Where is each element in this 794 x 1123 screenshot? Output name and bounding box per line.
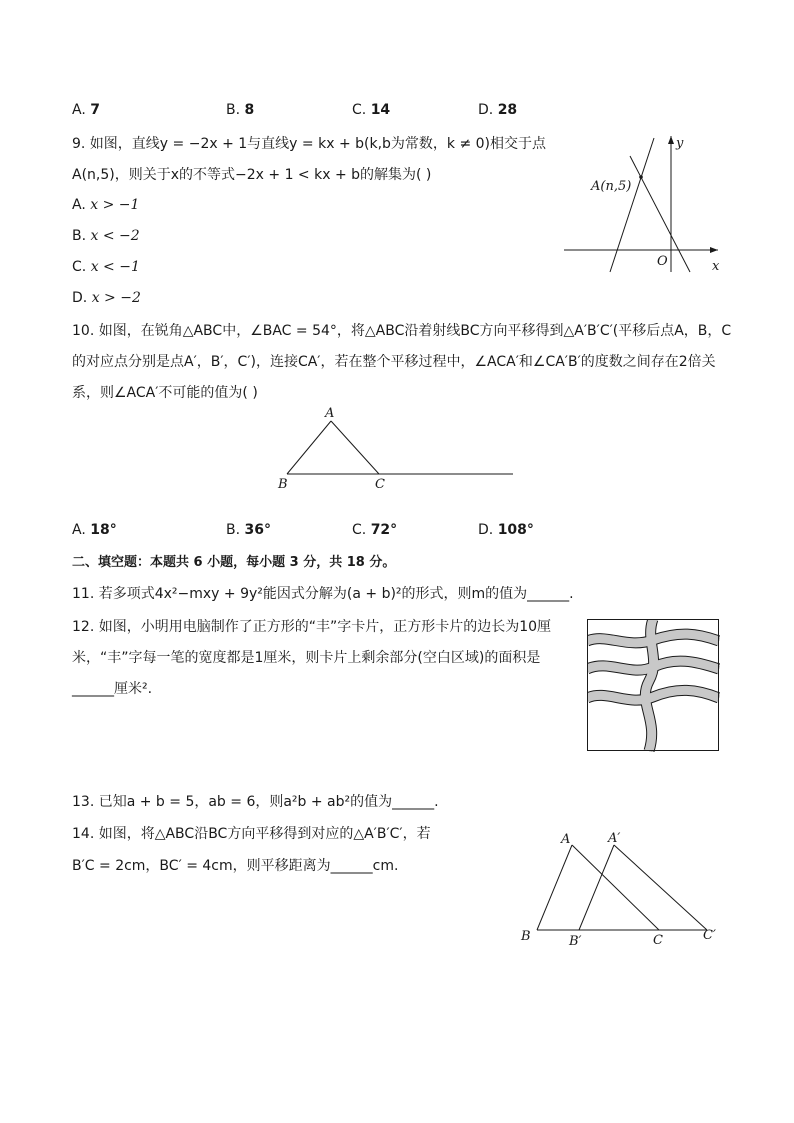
q10-option-a[interactable]: A. 18° xyxy=(72,522,117,538)
q12-question-line-3: ______厘米². xyxy=(72,681,153,697)
q9-figure xyxy=(558,132,728,277)
q10-figure xyxy=(270,402,520,494)
q14-question-line-2: B′C = 2cm，BC′ = 4cm，则平移距离为______cm. xyxy=(72,858,399,874)
vertex-b-label: B xyxy=(521,929,531,944)
point-a-label: A(n,5) xyxy=(591,179,632,194)
vertex-c-prime-label: C′ xyxy=(703,928,716,943)
side-a-prime-b-prime xyxy=(579,845,614,930)
q10-option-b[interactable]: B. 36° xyxy=(226,522,271,538)
vertex-c-label: C xyxy=(653,933,663,948)
q10-question-line-1: 10. 如图，在锐角△ABC中，∠BAC = 54°，将△ABC沿着射线BC方向平移得到△A′B′C′(平移后点A，B，C xyxy=(72,323,732,339)
side-ab xyxy=(537,845,572,930)
q8-option-d[interactable]: D. 28 xyxy=(478,102,518,118)
q9-question-line-1: 9. 如图，直线y = −2x + 1与直线y = kx + b(k,b为常数，k ≠ 0)相交于点 xyxy=(72,136,547,152)
q10-question-line-3: 系，则∠ACA′不可能的值为( ) xyxy=(72,385,258,401)
side-ab xyxy=(287,421,331,474)
q14-figure xyxy=(515,826,725,950)
y-axis-arrow xyxy=(668,136,674,144)
q13-question: 13. 已知a + b = 5，ab = 6，则a²b + ab²的值为______. xyxy=(72,794,439,810)
q10-question-line-2: 的对应点分别是点A′，B′，C′)，连接CA′，若在整个平移过程中，∠ACA′和∠CA′B′的度数之间存在2倍关 xyxy=(72,354,716,370)
q14-question-line-1: 14. 如图，将△ABC沿BC方向平移得到对应的△A′B′C′，若 xyxy=(72,826,431,842)
origin-label: O xyxy=(657,254,668,269)
q10-option-c[interactable]: C. 72° xyxy=(352,522,398,538)
vertex-a-prime-label: A′ xyxy=(608,831,621,846)
q12-feng-card-figure xyxy=(587,619,720,752)
line-kx-plus-b xyxy=(610,138,654,272)
side-ac xyxy=(572,845,659,930)
q9-option-b[interactable]: B. x < −2 xyxy=(72,228,140,244)
side-ac xyxy=(331,421,379,474)
q10-option-d[interactable]: D. 108° xyxy=(478,522,534,538)
q9-option-d[interactable]: D. x > −2 xyxy=(72,290,141,306)
vertex-b-label: B xyxy=(278,477,288,492)
q8-option-b[interactable]: B. 8 xyxy=(226,102,255,118)
vertex-a-label: A xyxy=(561,832,571,847)
q9-option-c[interactable]: C. x < −1 xyxy=(72,259,140,275)
vertex-b-prime-label: B′ xyxy=(569,934,582,949)
y-axis-label: y xyxy=(676,136,684,151)
q12-question-line-2: 米，“丰”字每一笔的宽度都是1厘米，则卡片上剩余部分(空白区域)的面积是 xyxy=(72,650,541,666)
q9-option-a[interactable]: A. x > −1 xyxy=(72,197,140,213)
q9-question-line-2: A(n,5)，则关于x的不等式−2x + 1 < kx + b的解集为( ) xyxy=(72,167,432,183)
intersection-point xyxy=(639,175,643,179)
vertex-c-label: C xyxy=(375,477,385,492)
section-2-heading: 二、填空题：本题共 6 小题，每小题 3 分，共 18 分。 xyxy=(72,555,396,570)
q11-question: 11. 若多项式4x²−mxy + 9y²能因式分解为(a + b)²的形式，则m的值为______. xyxy=(72,586,574,602)
q12-question-line-1: 12. 如图，小明用电脑制作了正方形的“丰”字卡片，正方形卡片的边长为10厘 xyxy=(72,619,552,635)
side-a-prime-c-prime xyxy=(614,845,707,930)
x-axis-arrow xyxy=(710,247,718,253)
x-axis-label: x xyxy=(712,259,720,274)
q8-option-c[interactable]: C. 14 xyxy=(352,102,391,118)
q8-option-a[interactable]: A. 7 xyxy=(72,102,100,118)
vertex-a-label: A xyxy=(325,406,335,421)
